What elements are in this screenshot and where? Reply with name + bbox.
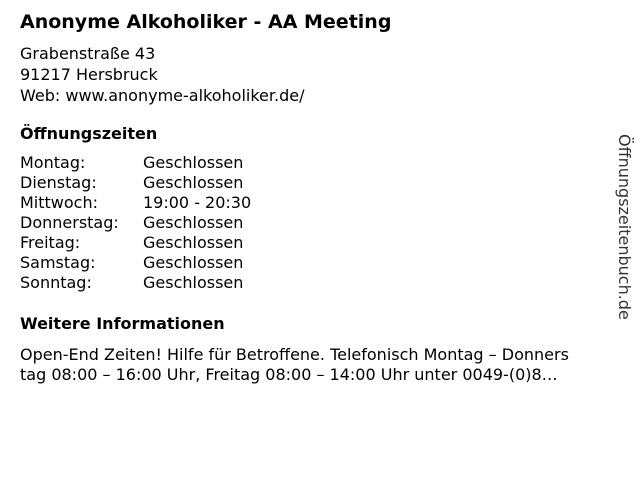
address-web: Web: www.anonyme-alkoholiker.de/ <box>20 86 305 105</box>
further-info-line: tag 08:00 – 16:00 Uhr, Freitag 08:00 – 14:00 Uhr unter 0049-(0)8… <box>20 365 558 384</box>
hours-time: 19:00 - 20:30 <box>143 193 252 212</box>
hours-day: Mittwoch: <box>20 193 98 212</box>
hours-time: Geschlossen <box>143 153 244 172</box>
hours-day: Montag: <box>20 153 86 172</box>
address-city: 91217 Hersbruck <box>20 65 158 84</box>
address-block <box>20 43 304 106</box>
hours-time: Geschlossen <box>143 173 244 192</box>
opening-hours-heading: Öffnungszeiten <box>20 124 158 143</box>
hours-day: Freitag: <box>20 233 81 252</box>
hours-time: Geschlossen <box>143 273 244 292</box>
further-info-heading: Weitere Informationen <box>20 314 225 333</box>
hours-day: Dienstag: <box>20 173 97 192</box>
hours-day: Sonntag: <box>20 273 92 292</box>
further-info-line: Open-End Zeiten! Hilfe für Betroffene. Telefonisch Montag – Donners <box>20 345 569 364</box>
address-street: Grabenstraße 43 <box>20 44 156 63</box>
further-info-text <box>20 345 625 385</box>
hours-day: Donnerstag: <box>20 213 119 232</box>
hours-time: Geschlossen <box>143 253 244 272</box>
brand-watermark: Öffnungszeitenbuch.de <box>615 134 634 320</box>
hours-time: Geschlossen <box>143 233 244 252</box>
hours-time: Geschlossen <box>143 213 244 232</box>
page-title: Anonyme Alkoholiker - AA Meeting <box>20 11 392 33</box>
hours-day: Samstag: <box>20 253 96 272</box>
